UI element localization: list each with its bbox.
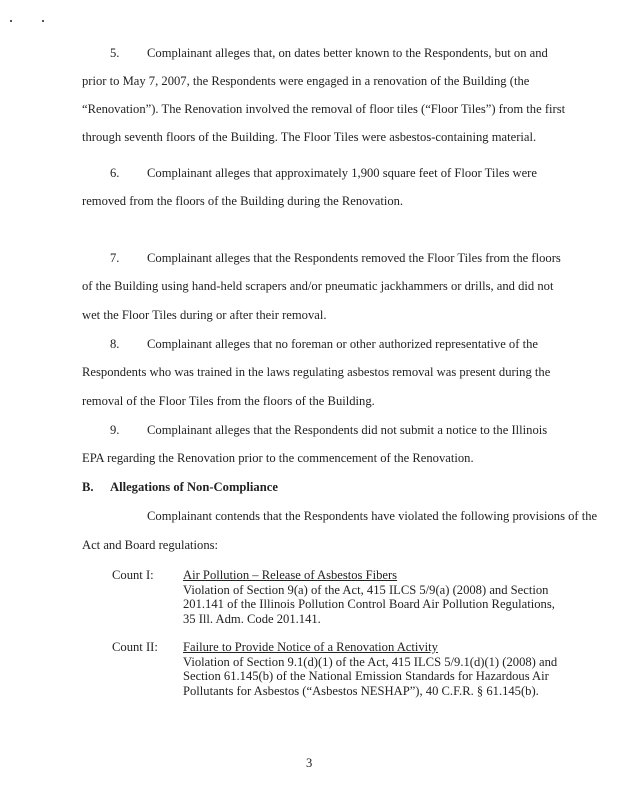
count-line: Violation of Section 9.1(d)(1) of the Act, 415 ILCS 5/9.1(d)(1) (2008) and [183,654,558,669]
section-letter: B. [82,480,94,494]
paragraph-text: Complainant alleges that, on dates better known to the Respondents, but on and [147,46,548,60]
count-label: Count II: [112,640,158,654]
paragraph-text: through seventh floors of the Building. The Floor Tiles were asbestos-containing material. [82,130,537,144]
count-title: Failure to Provide Notice of a Renovation Activity [183,640,438,654]
paragraph-text: prior to May 7, 2007, the Respondents were engaged in a renovation of the Building (the [82,74,530,88]
count-line: 201.141 of the Illinois Pollution Control Board Air Pollution Regulations, [183,597,555,611]
count-label: Count I: [112,568,154,582]
intro-text: Complainant contends that the Respondents have violated the following provisions of the [147,509,598,523]
count-line: 35 Ill. Adm. Code 201.141. [183,611,321,626]
paragraph-text: Complainant alleges that the Respondents did not submit a notice to the Illinois [147,423,548,437]
paragraph-number: 7. [110,251,120,265]
paragraph-text: removal of the Floor Tiles from the floors of the Building. [82,394,375,408]
paragraph-text: EPA regarding the Renovation prior to the commencement of the Renovation. [82,451,474,465]
intro-text: Act and Board regulations: [82,538,219,552]
paragraph-number: 9. [110,423,120,437]
count-body [183,568,555,626]
paragraph-text: removed from the floors of the Building during the Renovation. [82,194,404,208]
count-line: Pollutants for Asbestos (“Asbestos NESHAP”), 40 C.F.R. § 61.145(b). [183,683,539,698]
page-number: 3 [306,756,313,770]
paragraph-number: 5. [110,46,120,60]
paragraph-number: 8. [110,337,120,351]
paragraph-text: of the Building using hand-held scrapers and/or pneumatic jackhammers or drills, and did not [82,279,554,293]
paragraph-text: wet the Floor Tiles during or after their removal. [82,308,327,322]
paragraph-text: Respondents who was trained in the laws regulating asbestos removal was present during the [82,365,551,379]
count-body [183,640,557,698]
paragraph-text: Complainant alleges that no foreman or other authorized representative of the [147,337,538,351]
count-line: Section 61.145(b) of the National Emission Standards for Hazardous Air [183,669,549,683]
paragraph-text: Complainant alleges that approximately 1,900 square feet of Floor Tiles were [147,166,537,180]
count-title: Air Pollution – Release of Asbestos Fibers [183,568,398,582]
paragraph-number: 6. [110,166,120,180]
count-line: Violation of Section 9(a) of the Act, 415 ILCS 5/9(a) (2008) and Section [183,582,549,597]
paragraph-text: “Renovation”). The Renovation involved the removal of floor tiles (“Floor Tiles”) from the first [82,102,566,116]
scan-mark [42,20,44,22]
section-title: Allegations of Non-Compliance [110,480,278,494]
paragraph-text: Complainant alleges that the Respondents removed the Floor Tiles from the floors [147,251,561,265]
scan-mark [10,20,12,22]
